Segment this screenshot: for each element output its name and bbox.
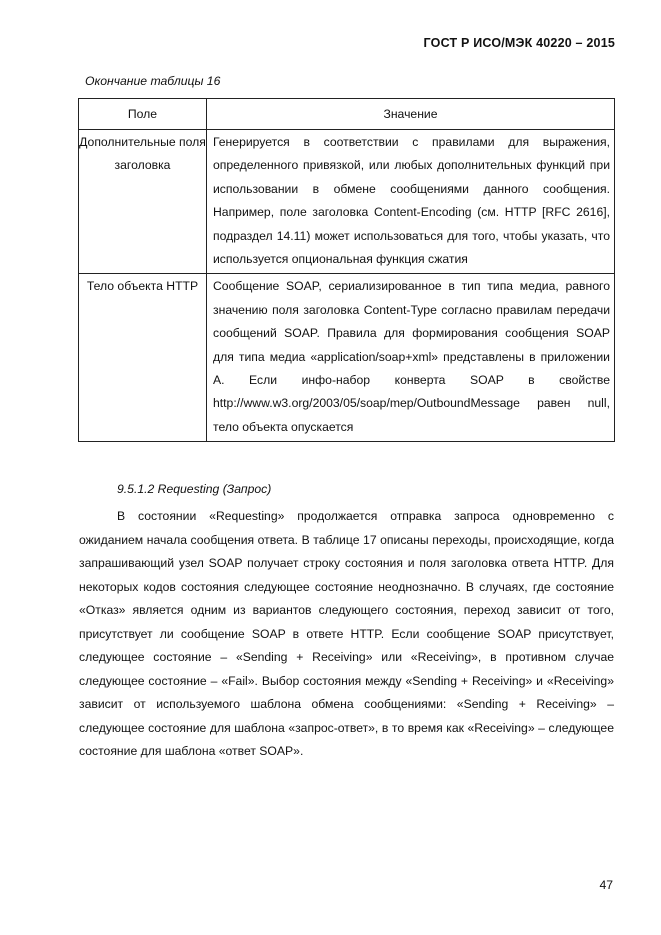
body-paragraph: В состоянии «Requesting» продолжается отправка запроса одновременно с ожиданием начала сообщения ответа. В таблице 17 описаны переходы, происходящие, когда запрашивающий узел SOAP получает строку состояния и поля заголовка ответа HTTP. Для некоторых кодов состояния следующее состояние неоднозначно. В случаях, где состояние «Отказ» является одним из вариантов следующего состояния, переход зависит от того, присутствует ли сообщение SOAP в ответе HTTP. Если сообщение SOAP присутствует, следующее состояние – «Sending + Receiving» или «Receiving», в противном случае следующее состояние – «Fail». Выбор состояния между «Sending + Receiving» и «Receiving» зависит от используемого шаблона обмена сообщениями: «Sending + Receiving» – следующее состояние для шаблона «запрос-ответ», в то время как «Receiving» – следующее состояние для шаблона «ответ SOAP». bbox=[79, 509, 614, 758]
page-number: 47 bbox=[599, 878, 613, 892]
field-value-cell: Сообщение SOAP, сериализированное в тип типа медиа, равного значению поля заголовка Content-Type согласно правилам передачи сообщений SOAP. Правила для формирования сообщения SOAP для типа медиа «application/soap+xml» представлены в приложении А. Если инфо-набор конверта SOAP в свойстве http://www.w3.org/2003/05/soap/mep/OutboundMessage равен null, тело объекта опускается bbox=[207, 274, 615, 442]
field-name-cell: Дополнительные поля заголовка bbox=[79, 130, 207, 274]
table-caption: Окончание таблицы 16 bbox=[85, 74, 221, 88]
column-header-value: Значение bbox=[207, 99, 615, 130]
field-value-cell: Генерируется в соответствии с правилами для выражения, определенного привязкой, или любых дополнительных функций при использовании в обмене сообщениями данного сообщения. Например, поле заголовка Content-Encoding (см. HTTP [RFC 2616], подраздел 14.11) может использоваться для того, чтобы указать, что используется опциональная функция сжатия bbox=[207, 130, 615, 274]
table-header-row bbox=[79, 99, 615, 130]
table-row bbox=[79, 274, 615, 442]
document-header: ГОСТ Р ИСО/МЭК 40220 – 2015 bbox=[423, 36, 615, 50]
table-row bbox=[79, 130, 615, 274]
column-header-field: Поле bbox=[79, 99, 207, 130]
field-table bbox=[78, 98, 615, 442]
section-heading: 9.5.1.2 Requesting (Запрос) bbox=[117, 482, 272, 496]
field-name-cell: Тело объекта HTTP bbox=[79, 274, 207, 442]
